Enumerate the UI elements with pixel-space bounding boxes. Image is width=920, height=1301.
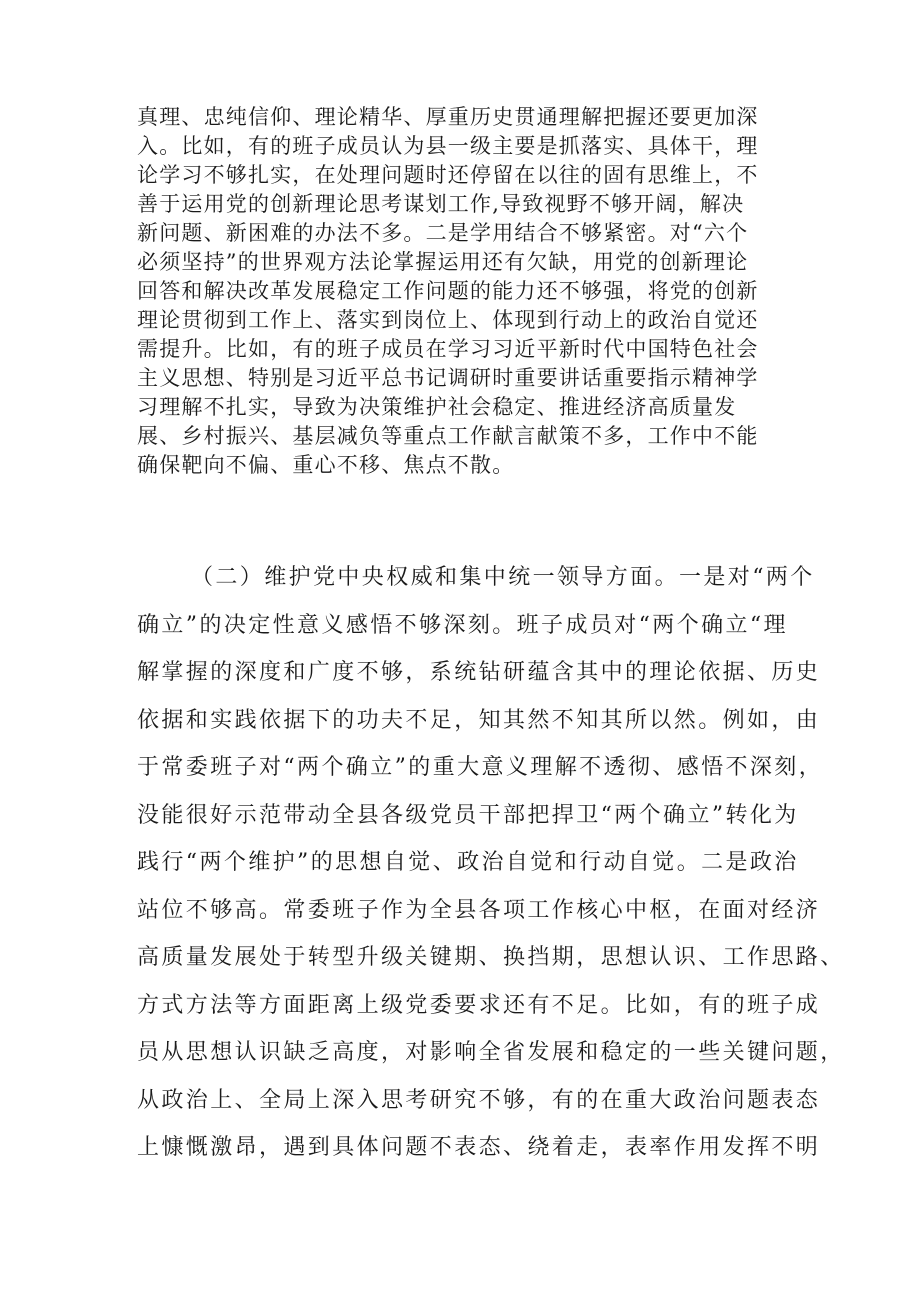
text-line: 解掌握的深度和广度不够，系统钻研蕴含其中的理论依据、历史 bbox=[137, 660, 821, 685]
text-line: 展、乡村振兴、基层减负等重点工作献言献策不多，工作中不能 bbox=[137, 424, 759, 448]
text-line: 依据和实践依据下的功夫不足，知其然不知其所以然。例如，由 bbox=[137, 707, 821, 733]
text-line: 真理、忠纯信仰、理论精华、厚重历史贯通理解把握还要更加深 bbox=[137, 105, 759, 129]
text-line: 主义思想、特别是习近平总书记调研时重要讲话重要指示精神学 bbox=[137, 366, 759, 390]
text-line: 确立”的决定性意义感悟不够深刻。班子成员对“两个确立“理 bbox=[137, 612, 788, 638]
text-line: 践行“两个维护”的思想自觉、政治自觉和行动自觉。二是政治 bbox=[137, 850, 799, 875]
text-line: 新问题、新困难的办法不多。二是学用结合不够紧密。对“六个 bbox=[137, 221, 749, 245]
text-line: 必须坚持”的世界观方法论掌握运用还有欠缺，用党的创新理论 bbox=[137, 250, 749, 274]
text-line: 理论贯彻到工作上、落实到岗位上、体现到行动上的政治自觉还 bbox=[137, 308, 759, 332]
text-line: 入。比如，有的班子成员认为县一级主要是抓落实、具体干，理 bbox=[137, 134, 759, 158]
text-line: 方式方法等方面距离上级党委要求还有不足。比如，有的班子成 bbox=[137, 992, 821, 1018]
text-line: 站位不够高。常委班子作为全县各项工作核心中枢，在面对经济 bbox=[137, 897, 821, 923]
paragraph-section-two bbox=[137, 554, 845, 1172]
section-heading-line: （二）维护党中央权威和集中统一领导方面。一是对“两个 bbox=[191, 565, 815, 590]
text-line: 需提升。比如，有的班子成员在学习习近平新时代中国特色社会 bbox=[137, 337, 759, 361]
text-line: 于常委班子对“两个确立”的重大意义理解不透彻、感悟不深刻， bbox=[137, 755, 824, 780]
text-line: 习理解不扎实，导致为决策维护社会稳定、推进经济高质量发 bbox=[137, 395, 737, 419]
text-line: 高质量发展处于转型升级关键期、换挡期，思想认识、工作思路、 bbox=[137, 945, 845, 970]
text-line: 确保靶向不偏、重心不移、焦点不散。 bbox=[137, 453, 515, 477]
text-line: 从政治上、全局上深入思考研究不够，有的在重大政治问题表态 bbox=[137, 1087, 821, 1113]
paragraph-theory-study bbox=[137, 103, 797, 480]
text-line: 上慷慨激昂，遇到具体问题不表态、绕着走，表率作用发挥不明 bbox=[137, 1135, 821, 1160]
text-line: 善于运用党的创新理论思考谋划工作,导致视野不够开阔，解决 bbox=[137, 192, 745, 216]
text-line: 没能很好示范带动全县各级党员干部把捍卫“两个确立”转化为 bbox=[137, 802, 799, 828]
text-line: 员从思想认识缺乏高度，对影响全省发展和稳定的一些关键问题， bbox=[137, 1040, 845, 1065]
text-line: 回答和解决改革发展稳定工作问题的能力还不够强，将党的创新 bbox=[137, 279, 759, 303]
text-line: 论学习不够扎实，在处理问题时还停留在以往的固有思维上，不 bbox=[137, 163, 759, 187]
